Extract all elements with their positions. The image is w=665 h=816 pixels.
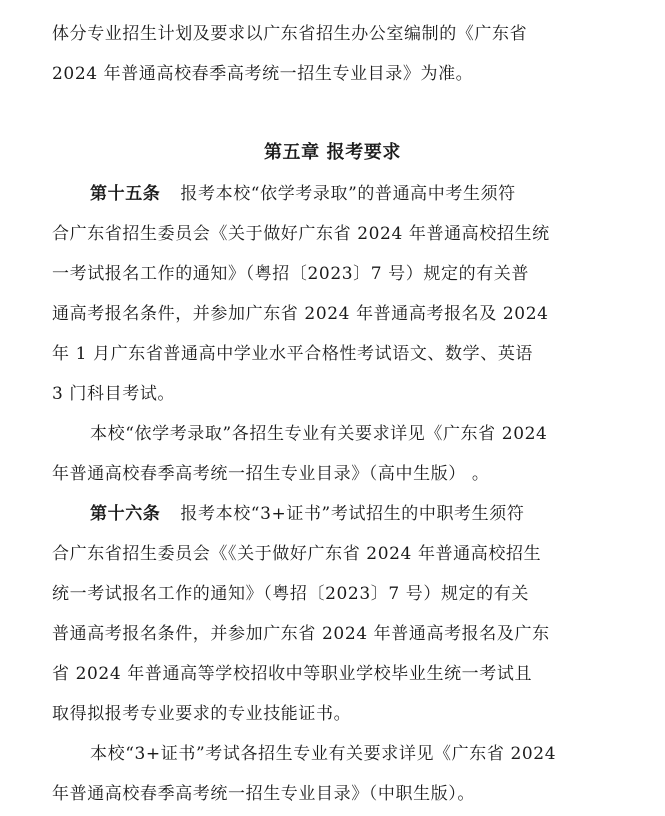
article-15-line-3: 一考试报名工作的通知》（粤招〔2023〕7 号）规定的有关普 — [52, 264, 529, 284]
article-16-label: 第十六条 — [90, 504, 161, 524]
article-15-para2-line-2: 年普通高校春季高考统一招生专业目录》（高中生版） 。 — [52, 464, 490, 484]
article-16-para2-line-1: 本校“3+证书”考试各招生专业有关要求详见《广东省 2024 — [90, 744, 557, 764]
article-16-line-3: 统一考试报名工作的通知》（粤招〔2023〕7 号）规定的有关 — [52, 584, 529, 604]
chapter-title: 第五章 报考要求 — [263, 142, 402, 163]
article-15-line-1 — [90, 174, 516, 214]
article-16-line-1 — [90, 494, 524, 534]
article-15-text-1: 报考本校“依学考录取”的普通高中考生须符 — [180, 184, 516, 204]
article-16-line-2: 合广东省招生委员会《《关于做好广东省 2024 年普通高校招生 — [52, 544, 542, 564]
article-15-line-4: 通高考报名条件，并参加广东省 2024 年普通高考报名及 2024 — [52, 304, 549, 324]
intro-line-1: 体分专业招生计划及要求以广东省招生办公室编制的《广东省 — [52, 24, 528, 44]
article-16-line-6: 取得拟报考专业要求的专业技能证书。 — [52, 704, 352, 724]
article-16-text-1: 报考本校“3+证书”考试招生的中职考生须符 — [180, 504, 525, 524]
article-16-line-5: 省 2024 年普通高等学校招收中等职业学校毕业生统一考试且 — [52, 664, 533, 684]
article-16-line-4: 普通高考报名条件，并参加广东省 2024 年普通高考报名及广东 — [52, 624, 550, 644]
article-15-line-2: 合广东省招生委员会《关于做好广东省 2024 年普通高校招生统 — [52, 224, 550, 244]
article-15-label: 第十五条 — [90, 184, 161, 204]
intro-line-2: 2024 年普通高校春季高考统一招生专业目录》为准。 — [52, 64, 474, 84]
article-15-para2-line-1: 本校“依学考录取”各招生专业有关要求详见《广东省 2024 — [90, 424, 548, 444]
article-15-line-5: 年 1 月广东省普通高中学业水平合格性考试语文、数学、英语 — [52, 344, 534, 364]
article-15-line-6: 3 门科目考试。 — [52, 384, 176, 404]
article-16-para2-line-2: 年普通高校春季高考统一招生专业目录》（中职生版）。 — [52, 784, 475, 804]
